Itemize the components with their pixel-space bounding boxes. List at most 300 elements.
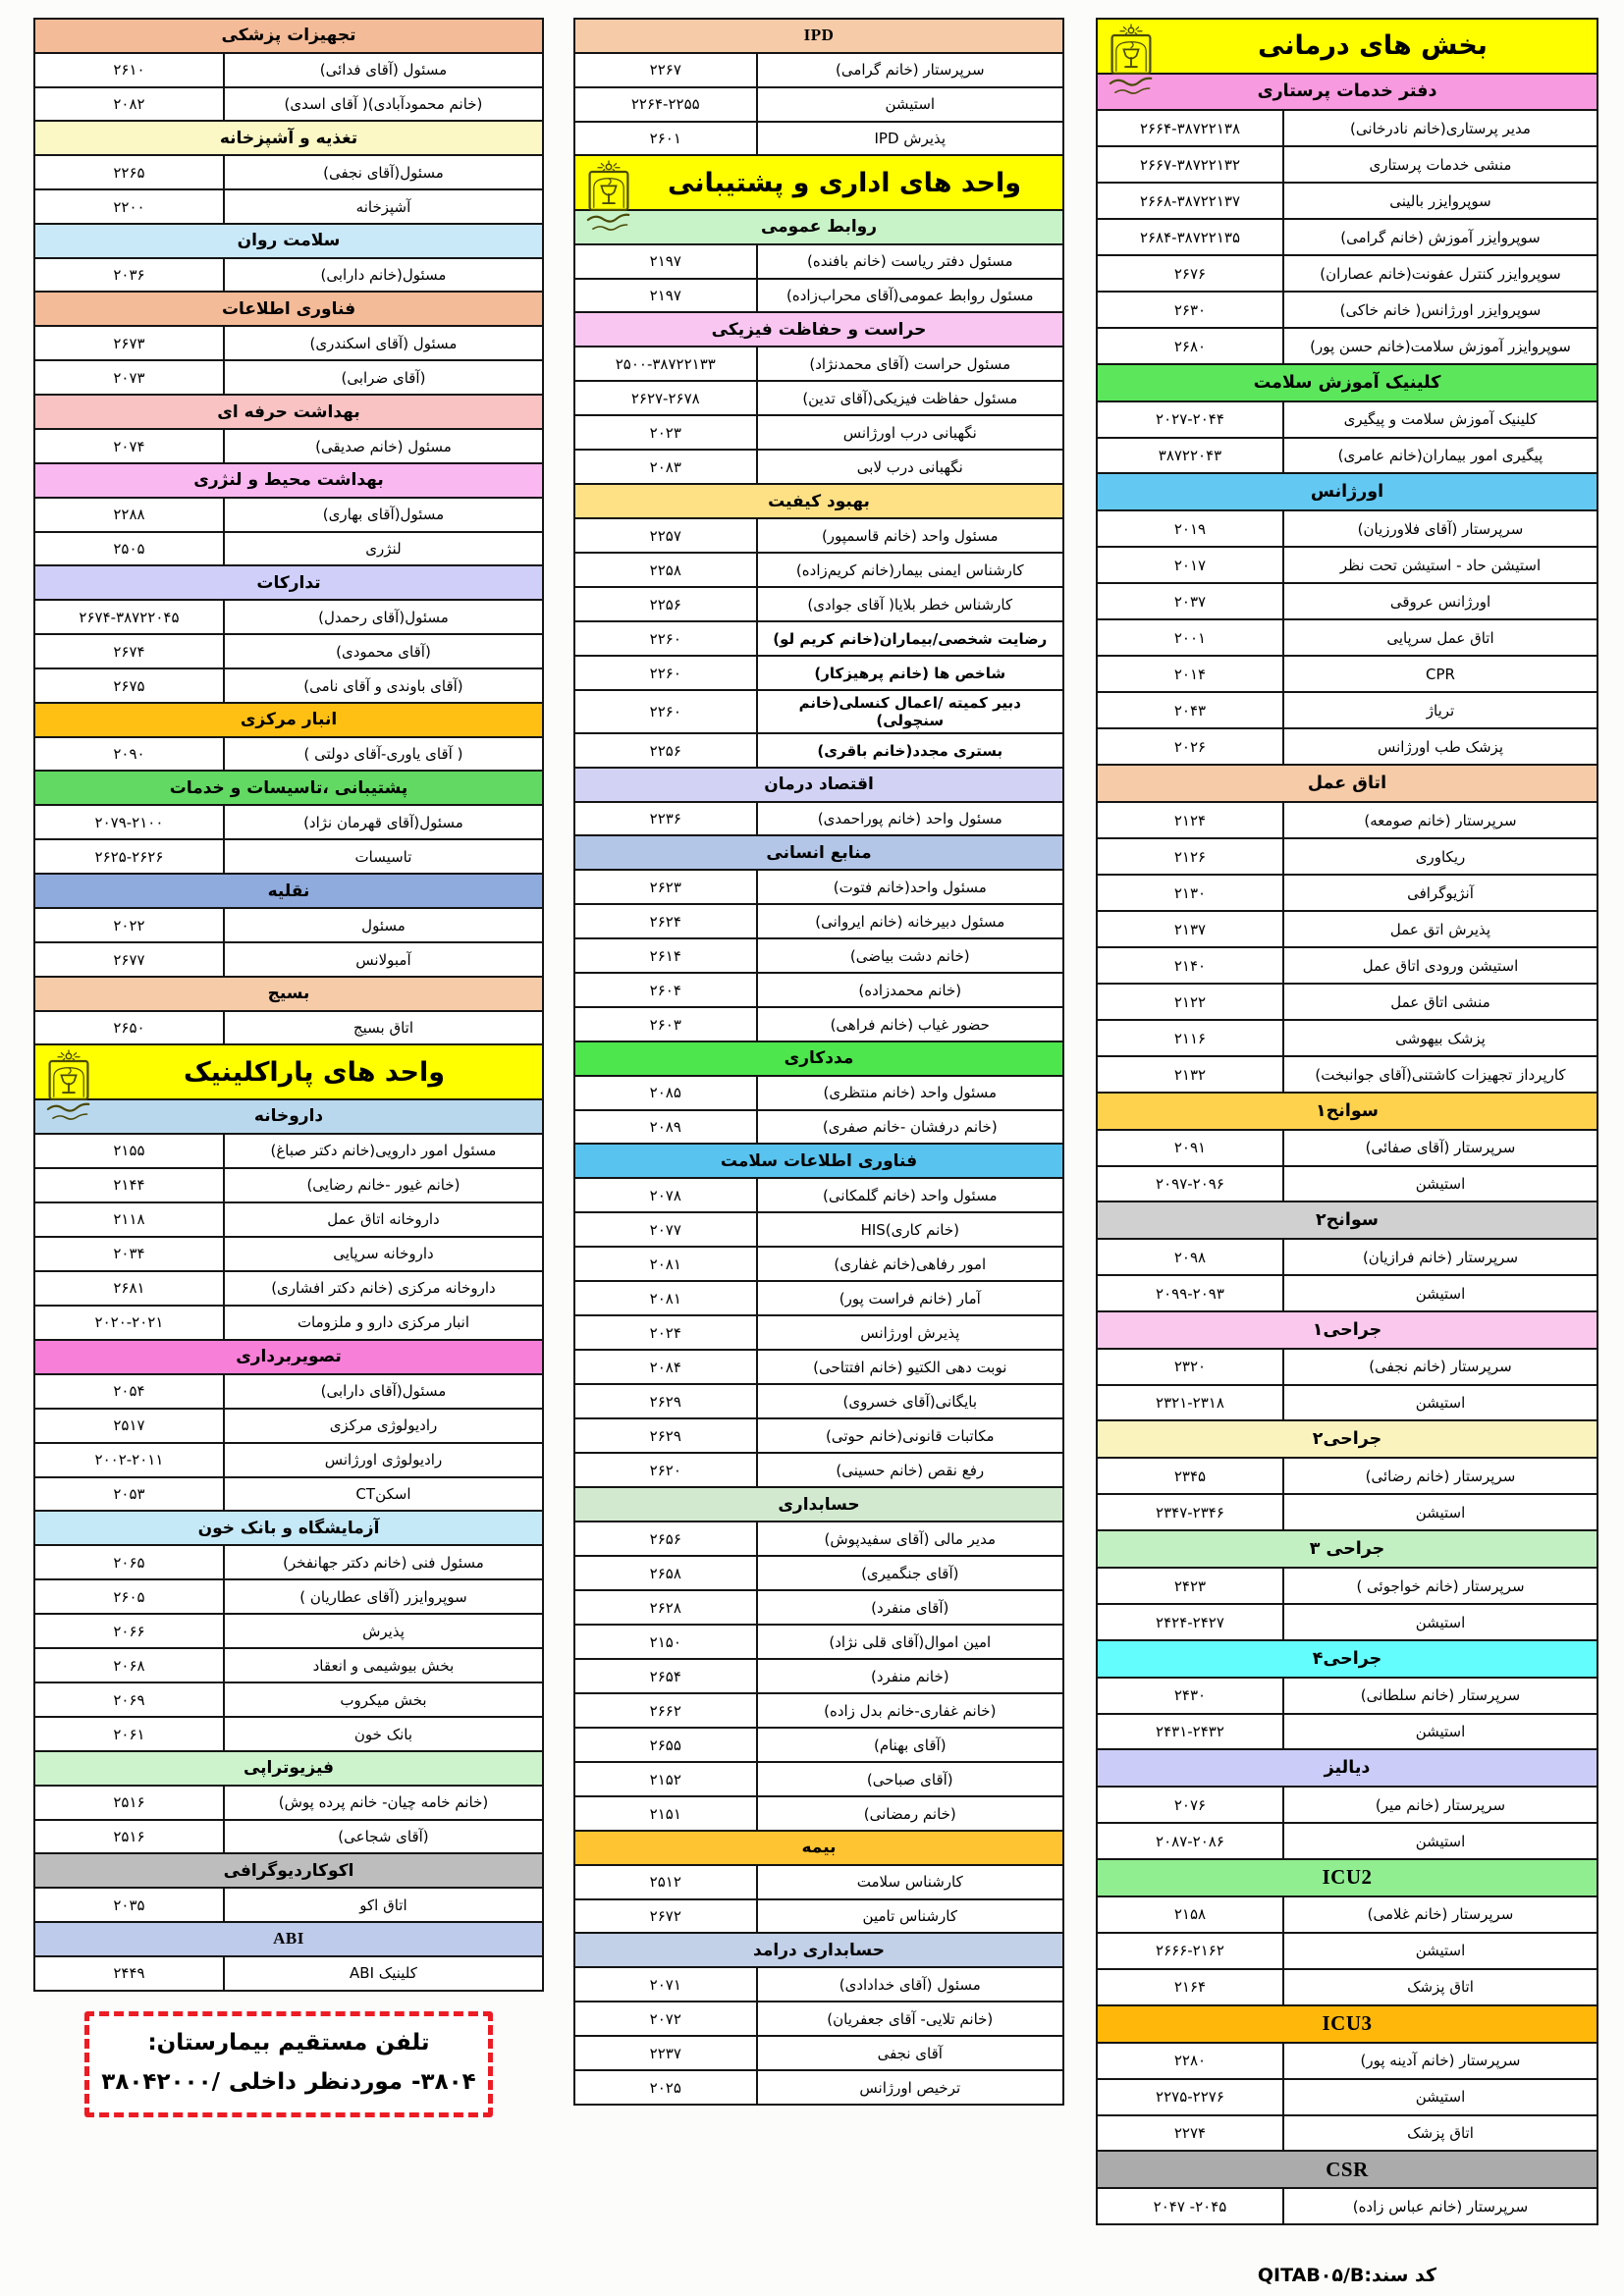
entry-extension: ۲۰۱۷ bbox=[1173, 556, 1207, 574]
entry-label: سرپرستار (خانم صومعه) bbox=[1282, 803, 1597, 837]
directory-row bbox=[573, 1211, 1064, 1248]
entry-label: کلینیک آموزش سلامت و پیگیری bbox=[1282, 402, 1597, 437]
directory-row bbox=[1096, 1384, 1598, 1422]
entry-label: مسئول روابط عمومی(آقای محراب‌زاده) bbox=[756, 280, 1062, 312]
directory-row bbox=[33, 52, 544, 88]
directory-row bbox=[1096, 874, 1598, 912]
section-header: تغذیه و آشپزخانه bbox=[33, 120, 544, 156]
directory-row bbox=[1096, 618, 1598, 657]
section-header: دیالیز bbox=[1096, 1748, 1598, 1788]
entry-extension: ۲۶۰۴ bbox=[649, 981, 681, 999]
entry-label: بستری مجدد(خانم باقری) bbox=[756, 734, 1062, 767]
entry-extension: ۲۲۶۴-۲۲۵۵ bbox=[630, 95, 700, 114]
section-header: جراحی۴ bbox=[1096, 1639, 1598, 1679]
entry-label: پذیرش اتق عمل bbox=[1282, 912, 1597, 946]
entry-extension: ۲۲۷۵-۲۲۷۶ bbox=[1156, 2088, 1224, 2107]
entry-extension: ۲۰۵۴ bbox=[113, 1382, 145, 1401]
entry-label: مسئول (آقای اسکندری) bbox=[223, 327, 542, 359]
directory-row bbox=[1096, 218, 1598, 256]
entry-label: کلینیک ABI bbox=[223, 1957, 542, 1990]
directory-row bbox=[1096, 1567, 1598, 1605]
directory-row bbox=[1096, 145, 1598, 184]
entry-extension: ۲۴۲۴-۲۴۲۷ bbox=[1156, 1613, 1224, 1631]
directory-row bbox=[33, 1819, 544, 1855]
directory-row bbox=[573, 689, 1064, 734]
entry-extension: ۲۶۷۴-۳۸۷۲۲۰۴۵ bbox=[79, 608, 180, 626]
entry-label: پزشک طب اورژانس bbox=[1282, 729, 1597, 764]
entry-label: (خانم رمضانی) bbox=[756, 1797, 1062, 1830]
entry-label: امور رفاهی(خانم غفاری) bbox=[756, 1248, 1062, 1280]
directory-row bbox=[573, 732, 1064, 769]
entry-extension: ۲۱۵۰ bbox=[649, 1632, 681, 1651]
entry-label: مسئول دفتر ریاست (خانم بافنده) bbox=[756, 245, 1062, 278]
entry-extension: ۲۰۸۳ bbox=[649, 457, 681, 476]
entry-extension: ۲۵۱۲ bbox=[649, 1873, 681, 1892]
entry-extension: ۳۸۷۲۲۰۴۳ bbox=[1158, 447, 1222, 465]
entry-extension: ۲۶۵۰ bbox=[113, 1019, 145, 1038]
entry-label: پذیرش اورژانس bbox=[756, 1316, 1062, 1349]
entry-extension: ۲۶۸۱ bbox=[113, 1279, 145, 1298]
entry-extension: ۲۰۷۸ bbox=[649, 1186, 681, 1204]
directory-row bbox=[33, 1887, 544, 1923]
directory-row bbox=[573, 655, 1064, 691]
entry-extension: ۲۱۵۲ bbox=[649, 1770, 681, 1789]
entry-label: اتاق عمل سرپایی bbox=[1282, 620, 1597, 655]
section-header: حراست و حفاظت فیزیکی bbox=[573, 311, 1064, 347]
entry-extension: ۲۱۳۰ bbox=[1173, 883, 1207, 902]
entry-label: بخش میکروب bbox=[223, 1683, 542, 1716]
entry-label: مسئول (آقای فدائی) bbox=[223, 54, 542, 86]
entry-label: داروخانه مرکزی (خانم دکتر افشاری) bbox=[223, 1272, 542, 1305]
entry-extension: ۲۳۲۱-۲۳۱۸ bbox=[1156, 1394, 1224, 1413]
entry-label: اتاق بسیج bbox=[223, 1012, 542, 1044]
entry-label: ریکاوری bbox=[1282, 839, 1597, 874]
entry-label: سرپرستار (خانم عباس زاده) bbox=[1282, 2189, 1597, 2223]
entry-label: پیگیری امور بیماران(خانم عامری) bbox=[1282, 439, 1597, 473]
entry-extension: ۲۰۶۸ bbox=[113, 1656, 145, 1675]
entry-extension: ۲۰۹۸ bbox=[1173, 1248, 1207, 1266]
directory-row bbox=[1096, 254, 1598, 293]
entry-extension: ۲۰۶۹ bbox=[113, 1690, 145, 1709]
directory-row bbox=[573, 346, 1064, 382]
directory-row bbox=[33, 1578, 544, 1615]
entry-extension: ۲۶۰۵ bbox=[113, 1587, 145, 1606]
entry-label: سرپرستار (خانم سلطانی) bbox=[1282, 1679, 1597, 1713]
directory-row bbox=[33, 257, 544, 294]
directory-row bbox=[33, 428, 544, 464]
entry-label: سرپرستار (خانم میر) bbox=[1282, 1788, 1597, 1822]
entry-label: (خانم دشت بیاضی) bbox=[756, 939, 1062, 972]
entry-label: کارپرداز تجهیزات کاشتنی(آقای جوانبخت) bbox=[1282, 1057, 1597, 1092]
entry-label: (خانم غیور -خانم رضایی) bbox=[223, 1169, 542, 1201]
directory-row bbox=[1096, 1493, 1598, 1531]
directory-row bbox=[1096, 582, 1598, 620]
directory-row bbox=[573, 1280, 1064, 1316]
entry-extension: ۲۶۷۷ bbox=[113, 950, 145, 969]
main-section-header bbox=[1096, 18, 1598, 75]
directory-row bbox=[1096, 400, 1598, 439]
entry-extension: ۲۶۱۴ bbox=[649, 946, 681, 965]
directory-row bbox=[573, 1349, 1064, 1385]
entry-label: بخش بیوشیمی و انعقاد bbox=[223, 1649, 542, 1682]
directory-row bbox=[573, 1555, 1064, 1591]
entry-extension: ۲۱۲۲ bbox=[1173, 992, 1207, 1011]
section-header: کلینیک آموزش سلامت bbox=[1096, 363, 1598, 402]
entry-label: استیشن bbox=[1282, 2080, 1597, 2114]
section-header: بیمه bbox=[573, 1830, 1064, 1866]
directory-row bbox=[33, 1544, 544, 1580]
entry-label: ( آقای یاوری-آقای دولتی ) bbox=[223, 738, 542, 771]
entry-label: بانک خون bbox=[223, 1718, 542, 1750]
directory-row bbox=[573, 1864, 1064, 1900]
directory-row bbox=[1096, 655, 1598, 693]
entry-label: CT اسکن bbox=[223, 1478, 542, 1511]
entry-label: سرپرستار (خانم رضائی) bbox=[1282, 1459, 1597, 1493]
main-section-title: واحد های اداری و پشتیبانی bbox=[668, 167, 1022, 198]
entry-extension: ۲۱۳۷ bbox=[1173, 920, 1207, 938]
entry-label: اتاق پزشک bbox=[1282, 2116, 1597, 2151]
section-header: اکوکاردیوگرافی bbox=[33, 1852, 544, 1889]
directory-row bbox=[33, 1270, 544, 1307]
section-header: سوانح۲ bbox=[1096, 1201, 1598, 1240]
directory-row bbox=[1096, 2078, 1598, 2116]
directory-row bbox=[573, 1795, 1064, 1832]
entry-extension: ۲۰۷۶ bbox=[1173, 1795, 1207, 1814]
entry-extension: ۲۰۷۹-۲۱۰۰ bbox=[94, 813, 164, 831]
directory-row bbox=[33, 736, 544, 773]
section-header: بهداشت حرفه ای bbox=[33, 394, 544, 430]
directory-row bbox=[33, 359, 544, 396]
entry-label: لنژری bbox=[223, 533, 542, 565]
directory-row bbox=[33, 838, 544, 875]
entry-label: استیشن bbox=[1282, 1167, 1597, 1201]
entry-label: انبار مرکزی دارو و ملزومات bbox=[223, 1307, 542, 1339]
directory-row bbox=[1096, 2114, 1598, 2153]
directory-row bbox=[573, 1624, 1064, 1660]
entry-label: مکاتبات قانونی(خانم حوتی) bbox=[756, 1419, 1062, 1452]
directory-row bbox=[1096, 983, 1598, 1021]
entry-label: مسئول فنی (خانم دکتر جهانفخر) bbox=[223, 1546, 542, 1578]
directory-row bbox=[33, 1476, 544, 1513]
entry-extension: ۲۰۸۵ bbox=[649, 1084, 681, 1102]
hotline-box bbox=[84, 2011, 493, 2117]
directory-row bbox=[33, 907, 544, 943]
directory-row bbox=[33, 1613, 544, 1649]
entry-extension: ۲۱۱۶ bbox=[1173, 1029, 1207, 1047]
entry-extension: ۲۱۵۸ bbox=[1173, 1905, 1207, 1924]
entry-label: استیشن bbox=[1282, 1605, 1597, 1639]
section-header: پشتیبانی ،تاسیسات و خدمات bbox=[33, 770, 544, 806]
directory-row bbox=[1096, 1713, 1598, 1751]
entry-extension: ۲۴۳۰ bbox=[1173, 1686, 1207, 1705]
entry-extension: ۲۶۷۲ bbox=[649, 1907, 681, 1926]
directory-row bbox=[573, 937, 1064, 974]
entry-extension: ۲۰۳۶ bbox=[113, 266, 145, 285]
directory-row bbox=[1096, 801, 1598, 839]
directory-row bbox=[33, 1167, 544, 1203]
entry-extension: ۲۶۸۴-۳۸۷۲۲۱۳۵ bbox=[1139, 228, 1241, 246]
entry-extension: ۲۱۵۱ bbox=[649, 1804, 681, 1823]
directory-row bbox=[33, 1442, 544, 1478]
entry-label: (آقای شجاعی) bbox=[223, 1821, 542, 1853]
directory-row bbox=[1096, 1019, 1598, 1057]
entry-extension: ۲۱۴۴ bbox=[113, 1176, 145, 1195]
directory-row bbox=[573, 620, 1064, 657]
directory-row bbox=[573, 972, 1064, 1008]
section-header: بهبود کیفیت bbox=[573, 483, 1064, 519]
entry-label: مسئول(آقای قهرمان نژاد) bbox=[223, 806, 542, 838]
entry-extension: ۲۶۳۰ bbox=[1173, 300, 1207, 319]
entry-extension: ۲۰۸۱ bbox=[649, 1255, 681, 1273]
section-header: ICU2 bbox=[1096, 1858, 1598, 1897]
directory-row bbox=[33, 1201, 544, 1238]
directory-row bbox=[33, 1236, 544, 1272]
hotline-title: تلفن مستقیم بیمارستان: bbox=[147, 2029, 430, 2056]
entry-label: سرپرستار (خانم غلامی) bbox=[1282, 1897, 1597, 1932]
directory-row bbox=[1096, 182, 1598, 220]
directory-row bbox=[33, 667, 544, 704]
entry-label: رادیولوژی مرکزی bbox=[223, 1410, 542, 1442]
entry-label: مسئول(آقای نجفی) bbox=[223, 156, 542, 188]
entry-label: تاسیسات bbox=[223, 840, 542, 873]
entry-label: داروخانه اتاق عمل bbox=[223, 1203, 542, 1236]
main-section-header bbox=[573, 154, 1064, 211]
section-header: تدارکات bbox=[33, 564, 544, 601]
entry-label: (خانم محمدزاده) bbox=[756, 974, 1062, 1006]
directory-row bbox=[1096, 910, 1598, 948]
directory-row bbox=[33, 599, 544, 635]
entry-extension: ۲۳۴۷-۲۳۴۶ bbox=[1156, 1503, 1224, 1522]
entry-extension: ۲۳۴۵ bbox=[1173, 1467, 1207, 1485]
entry-extension: ۲۶۰۳ bbox=[649, 1015, 681, 1034]
entry-extension: ۲۲۵۶ bbox=[649, 741, 681, 760]
entry-extension: ۲۰۸۴ bbox=[649, 1358, 681, 1376]
entry-label: تریاژ bbox=[1282, 693, 1597, 727]
directory-row bbox=[573, 1417, 1064, 1454]
directory-row bbox=[1096, 1055, 1598, 1094]
entry-extension: ۲۶۷۵ bbox=[113, 676, 145, 695]
directory-row bbox=[573, 1692, 1064, 1729]
entry-extension: ۲۰۶۵ bbox=[113, 1553, 145, 1572]
entry-label: امین اموال(آقای قلی نژاد) bbox=[756, 1626, 1062, 1658]
entry-label: بایگانی(آقای خسروی) bbox=[756, 1385, 1062, 1417]
directory-row bbox=[573, 414, 1064, 451]
entry-label: دبیر کمیته /اعمال کنسلی(خانم سنچولی) bbox=[756, 691, 1062, 732]
entry-extension: ۲۰۶۱ bbox=[113, 1725, 145, 1743]
directory-row bbox=[1096, 1603, 1598, 1641]
entry-label: (آقای صباحی) bbox=[756, 1763, 1062, 1795]
directory-row bbox=[33, 941, 544, 978]
directory-row bbox=[33, 1955, 544, 1992]
entry-extension: ۲۶۷۴ bbox=[113, 642, 145, 661]
directory-row bbox=[1096, 1677, 1598, 1715]
directory-row bbox=[33, 804, 544, 840]
main-section-header bbox=[33, 1043, 544, 1100]
entry-extension: ۲۶۲۵-۲۶۲۶ bbox=[94, 847, 164, 866]
entry-extension: ۲۰۷۷ bbox=[649, 1220, 681, 1239]
entry-extension: ۲۰۸۲ bbox=[113, 95, 145, 114]
entry-label: HIS (خانم کاری) bbox=[756, 1213, 1062, 1246]
entry-extension: ۲۱۴۰ bbox=[1173, 956, 1207, 975]
entry-extension: ۲۰۴۳ bbox=[1173, 701, 1207, 720]
directory-row bbox=[1096, 546, 1598, 584]
entry-label: مسئول امور دارویی(خانم دکتر صباغ) bbox=[223, 1135, 542, 1167]
directory-row bbox=[573, 517, 1064, 554]
entry-label: استیشن bbox=[1282, 1495, 1597, 1529]
entry-label: استیشن bbox=[1282, 1386, 1597, 1420]
entry-label: مسئول دبیرخانه (خانم ایروانی) bbox=[756, 905, 1062, 937]
section-header: فناوری اطلاعات سلامت bbox=[573, 1143, 1064, 1179]
directory-row bbox=[1096, 1457, 1598, 1495]
section-header: داروخانه bbox=[33, 1098, 544, 1135]
entry-label: مسئول (آقای خدادادی) bbox=[756, 1968, 1062, 2001]
entry-label: استیشن bbox=[1282, 1934, 1597, 1968]
directory-row bbox=[33, 154, 544, 190]
directory-row bbox=[1096, 1129, 1598, 1167]
section-header: روابط عمومی bbox=[573, 209, 1064, 245]
entry-label: سرپرستار (آقای فلاورزیان) bbox=[1282, 511, 1597, 546]
entry-label: سرپرستار (آقای صفائی) bbox=[1282, 1131, 1597, 1165]
entry-extension: ۲۲۸۸ bbox=[113, 506, 145, 524]
entry-extension: ۲۱۲۶ bbox=[1173, 847, 1207, 866]
entry-extension: ۲۶۶۲ bbox=[649, 1701, 681, 1720]
directory-row bbox=[573, 2035, 1064, 2071]
entry-label: مسئول bbox=[223, 909, 542, 941]
directory-row bbox=[573, 586, 1064, 622]
entry-extension: ۲۶۵۶ bbox=[649, 1529, 681, 1548]
entry-extension: ۲۰۲۷-۲۰۴۴ bbox=[1156, 410, 1224, 429]
entry-label: مسئول (خانم صدیقی) bbox=[223, 430, 542, 462]
entry-label: مسئول واحد (خانم منتظری) bbox=[756, 1077, 1062, 1109]
entry-extension: ۲۰۲۶ bbox=[1173, 737, 1207, 756]
entry-extension: ۲۲۶۰ bbox=[649, 703, 681, 721]
directory-row bbox=[1096, 2187, 1598, 2225]
entry-label: کارشناس تامین bbox=[756, 1900, 1062, 1933]
directory-row bbox=[573, 1521, 1064, 1557]
section-header: جراحی ۳ bbox=[1096, 1529, 1598, 1569]
directory-row bbox=[33, 497, 544, 533]
entry-extension: ۲۰۳۷ bbox=[1173, 592, 1207, 611]
entry-label: رضایت شخصی/بیماران(خانم کریم لو) bbox=[756, 622, 1062, 655]
directory-row bbox=[573, 1383, 1064, 1419]
directory-row bbox=[33, 188, 544, 225]
entry-extension: ۲۰۲۰-۲۰۲۱ bbox=[94, 1313, 164, 1332]
entry-extension: ۲۰۰۱ bbox=[1173, 628, 1207, 647]
entry-label: مسئول واحد(خانم فتوت) bbox=[756, 871, 1062, 903]
directory-row bbox=[573, 380, 1064, 416]
section-header: آزمایشگاه و بانک خون bbox=[33, 1510, 544, 1546]
directory-row bbox=[1096, 691, 1598, 729]
directory-row bbox=[1096, 1348, 1598, 1386]
entry-label: سرپرستار (خانم فرازیان) bbox=[1282, 1240, 1597, 1274]
entry-extension: ۲۰۵۳ bbox=[113, 1485, 145, 1504]
entry-label: منشی اتاق عمل bbox=[1282, 985, 1597, 1019]
hotline-number-line: ۳۸۰۴۲۰۰۰/ داخلی موردنظر -۳۸۰۴ bbox=[101, 2068, 476, 2095]
section-header: ABI bbox=[33, 1921, 544, 1957]
entry-label: پذیرش bbox=[223, 1615, 542, 1647]
entry-label: ترخیص اورژانس bbox=[756, 2071, 1062, 2104]
entry-extension: ۲۰۷۲ bbox=[649, 2009, 681, 2028]
directory-row bbox=[1096, 1786, 1598, 1824]
directory-row bbox=[573, 1589, 1064, 1626]
main-section-title: واحد های پاراکلینیک bbox=[184, 1056, 446, 1088]
entry-label: مسئول واحد (خانم پوراحمدی) bbox=[756, 803, 1062, 835]
entry-extension: ۲۰۹۰ bbox=[113, 745, 145, 764]
directory-row bbox=[573, 121, 1064, 157]
main-section-title: بخش های درمانی bbox=[1258, 30, 1488, 62]
entry-label: حضور غیاب (خانم فراهی) bbox=[756, 1008, 1062, 1041]
directory-row bbox=[573, 2069, 1064, 2106]
entry-label: (خانم غفاری-خانم بدل زاده) bbox=[756, 1694, 1062, 1727]
directory-row bbox=[1096, 1238, 1598, 1276]
entry-extension: ۲۰۳۵ bbox=[113, 1896, 145, 1914]
section-header: سوانح۱ bbox=[1096, 1092, 1598, 1131]
directory-row bbox=[33, 1785, 544, 1821]
entry-extension: ۲۰۷۳ bbox=[113, 368, 145, 387]
entry-label: اورژانس عروقی bbox=[1282, 584, 1597, 618]
document-code: کد سند:QITAB۰۵/B bbox=[1257, 2265, 1437, 2287]
directory-row bbox=[573, 243, 1064, 280]
section-header: تجهیزات پزشکی bbox=[33, 18, 544, 54]
column-treatment-departments bbox=[1096, 20, 1598, 2286]
entry-label: پزشک بیهوشی bbox=[1282, 1021, 1597, 1055]
section-header: بهداشت محیط و لنژری bbox=[33, 462, 544, 499]
entry-extension: ۲۶۶۷-۳۸۷۲۲۱۳۲ bbox=[1139, 155, 1241, 174]
entry-label: سوپروایزر آموزش (خانم گرامی) bbox=[1282, 220, 1597, 254]
directory-row bbox=[573, 903, 1064, 939]
entry-label: سوپروایزر اورژانس( خانم خاکی) bbox=[1282, 293, 1597, 327]
entry-extension: ۲۱۵۵ bbox=[113, 1142, 145, 1160]
entry-label: (آقای منفرد) bbox=[756, 1591, 1062, 1624]
entry-extension: ۲۶۶۴-۳۸۷۲۲۱۳۸ bbox=[1139, 119, 1241, 137]
entry-extension: ۲۵۱۶ bbox=[113, 1828, 145, 1846]
directory-row bbox=[1096, 509, 1598, 548]
entry-label: مسئول(خانم دارابی) bbox=[223, 259, 542, 292]
section-header: جراحی۲ bbox=[1096, 1419, 1598, 1459]
entry-label: (خانم منفرد) bbox=[756, 1660, 1062, 1692]
section-header: دفتر خدمات پرستاری bbox=[1096, 72, 1598, 111]
entry-extension: ۲۶۵۸ bbox=[649, 1564, 681, 1582]
directory-row bbox=[33, 1682, 544, 1718]
directory-row bbox=[573, 869, 1064, 905]
entry-extension: ۲۲۶۷ bbox=[649, 61, 681, 80]
entry-extension: ۲۲۳۶ bbox=[649, 810, 681, 828]
entry-extension: ۲۰۹۹-۲۰۹۳ bbox=[1156, 1284, 1224, 1303]
directory-row bbox=[33, 86, 544, 123]
directory-row bbox=[1096, 837, 1598, 876]
section-header: انبار مرکزی bbox=[33, 702, 544, 738]
entry-extension: ۲۵۰۵ bbox=[113, 540, 145, 559]
section-header: اقتصاد درمان bbox=[573, 767, 1064, 803]
column-paraclinic-units bbox=[33, 20, 544, 2117]
directory-row bbox=[1096, 946, 1598, 985]
directory-row bbox=[33, 1010, 544, 1046]
entry-extension: ۲۲۶۵ bbox=[113, 163, 145, 182]
entry-extension: ۲۱۱۸ bbox=[113, 1210, 145, 1229]
entry-label: استیشن bbox=[1282, 1715, 1597, 1749]
directory-row bbox=[33, 1716, 544, 1752]
entry-extension: ۲۱۳۲ bbox=[1173, 1065, 1207, 1084]
directory-row bbox=[1096, 327, 1598, 365]
section-header: اتاق عمل bbox=[1096, 764, 1598, 803]
entry-label: مسئول(آقای دارابی) bbox=[223, 1375, 542, 1408]
directory-row bbox=[573, 86, 1064, 123]
entry-extension: ۲۶۶۸-۳۸۷۲۲۱۳۷ bbox=[1139, 191, 1241, 210]
directory-row bbox=[573, 1658, 1064, 1694]
entry-label: سرپرستار (خانم گرامی) bbox=[756, 54, 1062, 86]
entry-extension: ۲۶۲۸ bbox=[649, 1598, 681, 1617]
section-header: حسابداری درامد bbox=[573, 1932, 1064, 1968]
